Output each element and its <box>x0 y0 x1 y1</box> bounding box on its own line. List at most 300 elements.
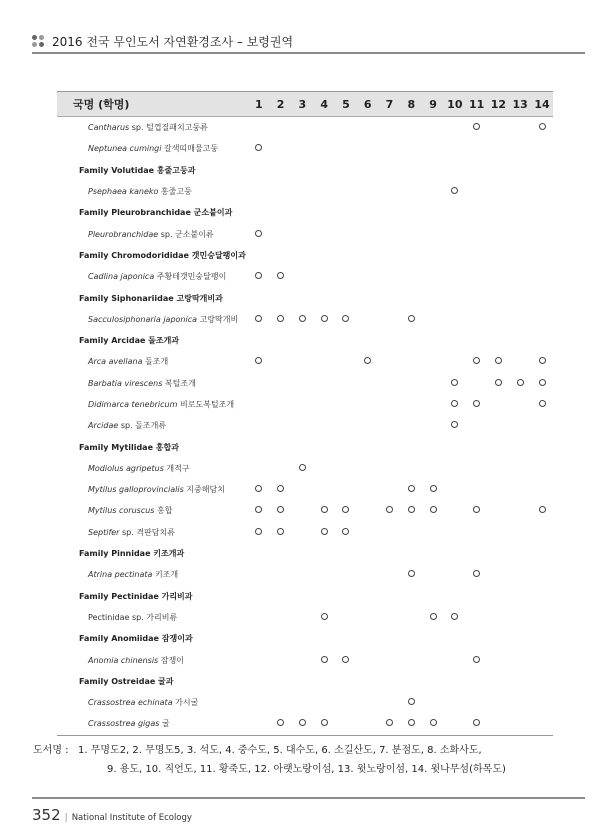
common-name: Pectinidae sp. 가리비류 <box>88 612 178 622</box>
species-row <box>57 500 553 521</box>
occurrence-cell <box>357 309 379 330</box>
presence-mark-icon <box>539 123 546 130</box>
occurrence-cell <box>509 223 531 244</box>
occurrence-cell <box>335 479 357 500</box>
species-row <box>57 415 553 436</box>
species-row <box>57 309 553 330</box>
bullet-dots-icon <box>32 35 46 49</box>
presence-mark-icon <box>255 528 262 535</box>
occurrence-cell <box>270 373 292 394</box>
presence-mark-icon <box>408 698 415 705</box>
occurrence-cell <box>270 223 292 244</box>
occurrence-cell <box>270 394 292 415</box>
occurrence-cell <box>531 607 553 628</box>
occurrence-cell <box>357 181 379 202</box>
presence-mark-icon <box>342 528 349 535</box>
common-name: 굴 <box>159 719 170 729</box>
common-name: 홍줄고둥 <box>158 187 192 197</box>
occurrence-cell <box>379 649 401 670</box>
family-row <box>57 671 553 692</box>
occurrence-cell <box>291 138 313 159</box>
occurrence-cell <box>531 479 553 500</box>
occurrence-cell <box>531 181 553 202</box>
species-row <box>57 607 553 628</box>
occurrence-cell <box>400 607 422 628</box>
occurrence-cell <box>270 181 292 202</box>
occurrence-cell <box>400 479 422 500</box>
occurrence-cell <box>509 522 531 543</box>
occurrence-cell <box>379 266 401 287</box>
occurrence-cell <box>400 713 422 735</box>
occurrence-cell <box>400 394 422 415</box>
occurrence-cell <box>466 649 488 670</box>
publisher-name: National Institute of Ecology <box>71 813 192 823</box>
scientific-name: Arcidae <box>88 421 119 431</box>
occurrence-cell <box>444 607 466 628</box>
occurrence-cell <box>335 607 357 628</box>
occurrence-cell <box>444 266 466 287</box>
occurrence-cell <box>357 138 379 159</box>
presence-mark-icon <box>342 315 349 322</box>
species-name <box>57 607 248 628</box>
occurrence-cell <box>444 138 466 159</box>
species-name <box>57 500 248 521</box>
occurrence-cell <box>444 458 466 479</box>
scientific-name: Mytilus galloprovincialis <box>88 485 184 495</box>
occurrence-cell <box>248 713 270 735</box>
occurrence-cell <box>400 351 422 372</box>
site-header: 5 <box>335 92 357 117</box>
occurrence-cell <box>291 266 313 287</box>
occurrence-cell <box>422 607 444 628</box>
occurrence-cell <box>531 266 553 287</box>
occurrence-cell <box>422 458 444 479</box>
site-header: 3 <box>291 92 313 117</box>
common-name: 돌조개 <box>142 357 169 367</box>
occurrence-cell <box>313 415 335 436</box>
occurrence-cell <box>400 373 422 394</box>
occurrence-cell <box>531 373 553 394</box>
occurrence-cell <box>270 607 292 628</box>
family-name: Family Siphonariidae 고랑딱개비과 <box>79 293 223 303</box>
occurrence-cell <box>291 713 313 735</box>
occurrence-cell <box>248 266 270 287</box>
occurrence-cell <box>488 351 510 372</box>
occurrence-cell <box>335 564 357 585</box>
occurrence-cell <box>509 649 531 670</box>
occurrence-cell <box>466 500 488 521</box>
occurrence-cell <box>270 500 292 521</box>
presence-mark-icon <box>451 187 458 194</box>
scientific-name: Crassostrea gigas <box>88 719 160 729</box>
common-name: sp. 돌조개류 <box>118 421 167 431</box>
occurrence-cell <box>488 373 510 394</box>
presence-mark-icon <box>277 485 284 492</box>
common-name: 잠쟁이 <box>158 655 184 665</box>
occurrence-cell <box>509 415 531 436</box>
occurrence-cell <box>400 415 422 436</box>
occurrence-cell <box>291 564 313 585</box>
common-name: sp. 털껍질패치고둥류 <box>129 123 208 133</box>
occurrence-cell <box>313 223 335 244</box>
occurrence-cell <box>379 117 401 139</box>
presence-mark-icon <box>255 357 262 364</box>
presence-mark-icon <box>255 315 262 322</box>
occurrence-cell <box>466 479 488 500</box>
occurrence-cell <box>291 394 313 415</box>
legend-label: 도서명 : <box>33 745 69 756</box>
site-header: 2 <box>270 92 292 117</box>
occurrence-cell <box>313 351 335 372</box>
presence-mark-icon <box>473 570 480 577</box>
occurrence-cell <box>400 309 422 330</box>
occurrence-cell <box>313 309 335 330</box>
occurrence-cell <box>509 117 531 139</box>
occurrence-cell <box>379 713 401 735</box>
occurrence-cell <box>248 394 270 415</box>
occurrence-cell <box>357 649 379 670</box>
occurrence-cell <box>509 266 531 287</box>
occurrence-cell <box>422 223 444 244</box>
occurrence-cell <box>270 564 292 585</box>
occurrence-cell <box>488 117 510 139</box>
site-header: 7 <box>379 92 401 117</box>
occurrence-cell <box>270 415 292 436</box>
occurrence-cell <box>444 223 466 244</box>
occurrence-cell <box>466 394 488 415</box>
occurrence-cell <box>313 373 335 394</box>
family-name: Family Mytilidae 홍합과 <box>79 442 179 452</box>
presence-mark-icon <box>321 315 328 322</box>
occurrence-cell <box>509 607 531 628</box>
occurrence-cell <box>400 117 422 139</box>
presence-mark-icon <box>342 506 349 513</box>
occurrence-cell <box>422 117 444 139</box>
occurrence-cell <box>488 223 510 244</box>
occurrence-cell <box>313 564 335 585</box>
occurrence-cell <box>248 223 270 244</box>
family-row <box>57 160 553 181</box>
presence-mark-icon <box>386 506 393 513</box>
occurrence-cell <box>248 117 270 139</box>
common-name: 갈색띠매물고둥 <box>161 144 219 154</box>
occurrence-cell <box>444 394 466 415</box>
species-name <box>57 351 248 372</box>
species-row <box>57 223 553 244</box>
occurrence-cell <box>335 266 357 287</box>
occurrence-cell <box>488 564 510 585</box>
occurrence-cell <box>313 692 335 713</box>
presence-mark-icon <box>451 613 458 620</box>
family-name: Family Anomiidae 잠쟁이과 <box>79 634 193 644</box>
species-name <box>57 373 248 394</box>
occurrence-cell <box>444 500 466 521</box>
occurrence-cell <box>291 117 313 139</box>
occurrence-cell <box>509 351 531 372</box>
occurrence-cell <box>357 394 379 415</box>
occurrence-cell <box>444 351 466 372</box>
occurrence-cell <box>444 564 466 585</box>
occurrence-cell <box>488 458 510 479</box>
occurrence-cell <box>422 351 444 372</box>
site-header: 14 <box>531 92 553 117</box>
occurrence-cell <box>531 649 553 670</box>
family-name: Family Volutidae 홍줄고둥과 <box>79 165 196 175</box>
presence-mark-icon <box>321 656 328 663</box>
occurrence-cell <box>531 458 553 479</box>
occurrence-cell <box>466 415 488 436</box>
occurrence-cell <box>313 522 335 543</box>
species-row <box>57 394 553 415</box>
occurrence-cell <box>248 181 270 202</box>
occurrence-cell <box>357 223 379 244</box>
presence-mark-icon <box>451 421 458 428</box>
occurrence-cell <box>335 117 357 139</box>
occurrence-cell <box>509 309 531 330</box>
occurrence-cell <box>444 713 466 735</box>
scientific-name: Pleurobranchidae <box>88 229 159 239</box>
header-rule <box>32 52 585 54</box>
family-row <box>57 202 553 223</box>
common-name: sp. 군소붙이류 <box>158 229 214 239</box>
presence-mark-icon <box>321 528 328 535</box>
occurrence-cell <box>400 266 422 287</box>
occurrence-cell <box>509 458 531 479</box>
occurrence-cell <box>531 713 553 735</box>
occurrence-cell <box>313 479 335 500</box>
occurrence-cell <box>248 607 270 628</box>
species-name <box>57 138 248 159</box>
presence-mark-icon <box>539 506 546 513</box>
scientific-name: Barbatia virescens <box>88 378 163 388</box>
occurrence-cell <box>270 309 292 330</box>
occurrence-cell <box>379 181 401 202</box>
occurrence-cell <box>248 479 270 500</box>
species-table <box>57 91 553 736</box>
occurrence-cell <box>466 138 488 159</box>
presence-mark-icon <box>321 613 328 620</box>
occurrence-cell <box>509 394 531 415</box>
site-header: 4 <box>313 92 335 117</box>
occurrence-cell <box>335 138 357 159</box>
occurrence-cell <box>270 692 292 713</box>
occurrence-cell <box>466 607 488 628</box>
occurrence-cell <box>488 309 510 330</box>
occurrence-cell <box>488 138 510 159</box>
header-title: 2016 전국 무인도서 자연환경조사 – 보령권역 <box>52 35 294 49</box>
occurrence-cell <box>248 373 270 394</box>
occurrence-cell <box>531 223 553 244</box>
occurrence-cell <box>313 500 335 521</box>
occurrence-cell <box>444 117 466 139</box>
occurrence-cell <box>248 500 270 521</box>
presence-mark-icon <box>342 656 349 663</box>
occurrence-cell <box>400 522 422 543</box>
occurrence-cell <box>379 479 401 500</box>
occurrence-cell <box>444 373 466 394</box>
common-name: 지중해담치 <box>183 485 225 495</box>
family-row <box>57 543 553 564</box>
scientific-name: Mytilus coruscus <box>88 506 155 516</box>
common-name: 가시굴 <box>172 698 199 708</box>
occurrence-cell <box>531 415 553 436</box>
occurrence-cell <box>422 266 444 287</box>
occurrence-cell <box>422 713 444 735</box>
occurrence-cell <box>379 607 401 628</box>
occurrence-cell <box>270 713 292 735</box>
common-name: 키조개 <box>152 570 179 580</box>
occurrence-cell <box>531 692 553 713</box>
page-footer <box>32 805 192 824</box>
occurrence-cell <box>488 649 510 670</box>
species-name <box>57 223 248 244</box>
occurrence-cell <box>400 692 422 713</box>
site-header: 11 <box>466 92 488 117</box>
occurrence-cell <box>488 479 510 500</box>
occurrence-cell <box>357 458 379 479</box>
occurrence-cell <box>270 266 292 287</box>
occurrence-cell <box>488 181 510 202</box>
species-name <box>57 713 248 735</box>
occurrence-cell <box>422 649 444 670</box>
occurrence-cell <box>335 394 357 415</box>
scientific-name: Crassostrea echinata <box>88 698 173 708</box>
scientific-name: Didimarca tenebricum <box>88 400 178 409</box>
occurrence-cell <box>379 138 401 159</box>
species-row <box>57 458 553 479</box>
occurrence-cell <box>357 607 379 628</box>
occurrence-cell <box>466 117 488 139</box>
species-name <box>57 479 248 500</box>
presence-mark-icon <box>277 506 284 513</box>
occurrence-cell <box>313 649 335 670</box>
family-name: Family Pinnidae 키조개과 <box>79 549 185 559</box>
site-header: 10 <box>444 92 466 117</box>
species-name <box>57 564 248 585</box>
common-name: sp. 격판담치류 <box>119 527 175 537</box>
occurrence-cell <box>270 138 292 159</box>
occurrence-cell <box>379 458 401 479</box>
common-name: 주황테갯민숭달팽이 <box>154 272 227 282</box>
occurrence-cell <box>400 458 422 479</box>
presence-mark-icon <box>430 719 437 726</box>
occurrence-cell <box>422 692 444 713</box>
scientific-name: Atrina pectinata <box>88 570 153 580</box>
family-name: Family Arcidae 돌조개과 <box>79 336 180 346</box>
presence-mark-icon <box>408 485 415 492</box>
occurrence-cell <box>488 522 510 543</box>
occurrence-cell <box>291 649 313 670</box>
occurrence-cell <box>313 458 335 479</box>
running-header <box>32 32 585 54</box>
occurrence-cell <box>422 479 444 500</box>
occurrence-cell <box>444 415 466 436</box>
species-name <box>57 458 248 479</box>
occurrence-cell <box>422 309 444 330</box>
species-row <box>57 564 553 585</box>
scientific-name: Anomia chinensis <box>88 655 159 665</box>
occurrence-cell <box>248 564 270 585</box>
species-name <box>57 394 248 415</box>
occurrence-cell <box>531 564 553 585</box>
species-name <box>57 181 248 202</box>
occurrence-cell <box>357 479 379 500</box>
occurrence-cell <box>531 309 553 330</box>
occurrence-cell <box>444 479 466 500</box>
site-header: 12 <box>488 92 510 117</box>
scientific-name: Modiolus agripetus <box>88 463 164 473</box>
occurrence-cell <box>379 373 401 394</box>
presence-mark-icon <box>517 379 524 386</box>
occurrence-cell <box>357 713 379 735</box>
presence-mark-icon <box>255 230 262 237</box>
common-name: 개적구 <box>163 463 190 473</box>
occurrence-cell <box>335 373 357 394</box>
occurrence-cell <box>248 138 270 159</box>
presence-mark-icon <box>473 506 480 513</box>
presence-mark-icon <box>430 506 437 513</box>
site-header: 1 <box>248 92 270 117</box>
occurrence-cell <box>335 713 357 735</box>
presence-mark-icon <box>451 400 458 407</box>
site-header: 8 <box>400 92 422 117</box>
occurrence-cell <box>509 692 531 713</box>
species-row <box>57 479 553 500</box>
presence-mark-icon <box>473 123 480 130</box>
presence-mark-icon <box>299 464 306 471</box>
occurrence-cell <box>313 181 335 202</box>
occurrence-cell <box>422 500 444 521</box>
occurrence-cell <box>400 181 422 202</box>
occurrence-cell <box>357 522 379 543</box>
occurrence-cell <box>488 692 510 713</box>
occurrence-cell <box>270 458 292 479</box>
occurrence-cell <box>357 692 379 713</box>
family-row <box>57 628 553 649</box>
presence-mark-icon <box>430 613 437 620</box>
occurrence-cell <box>488 500 510 521</box>
common-name: 홍합 <box>154 506 173 516</box>
occurrence-cell <box>313 266 335 287</box>
species-row <box>57 692 553 713</box>
presence-mark-icon <box>299 315 306 322</box>
occurrence-cell <box>400 223 422 244</box>
species-row <box>57 138 553 159</box>
occurrence-cell <box>466 223 488 244</box>
occurrence-cell <box>291 500 313 521</box>
occurrence-cell <box>248 351 270 372</box>
occurrence-cell <box>488 607 510 628</box>
occurrence-cell <box>335 500 357 521</box>
table-body <box>57 117 553 736</box>
presence-mark-icon <box>473 656 480 663</box>
species-row <box>57 713 553 735</box>
occurrence-cell <box>488 415 510 436</box>
family-row <box>57 330 553 351</box>
presence-mark-icon <box>539 400 546 407</box>
occurrence-cell <box>313 394 335 415</box>
occurrence-cell <box>248 522 270 543</box>
occurrence-cell <box>291 373 313 394</box>
occurrence-cell <box>466 309 488 330</box>
occurrence-cell <box>531 117 553 139</box>
occurrence-cell <box>379 692 401 713</box>
occurrence-cell <box>400 564 422 585</box>
occurrence-cell <box>379 415 401 436</box>
site-header: 6 <box>357 92 379 117</box>
occurrence-cell <box>313 138 335 159</box>
species-name <box>57 266 248 287</box>
